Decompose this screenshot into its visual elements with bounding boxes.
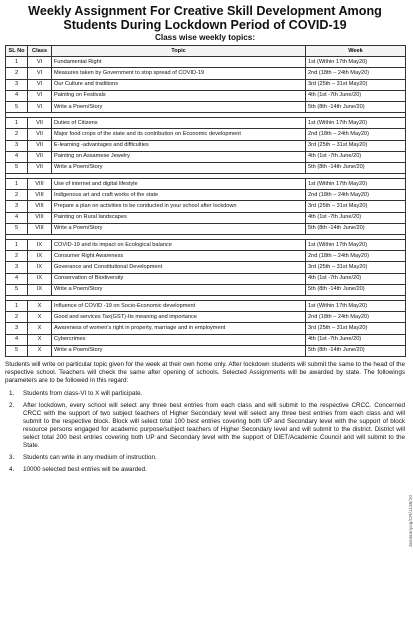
- class-cell: IX: [28, 284, 52, 295]
- sl-cell: 3: [6, 79, 28, 90]
- side-note: Janasanyog/CR/1136/20: [408, 495, 413, 548]
- table-row: [6, 190, 406, 201]
- sl-cell: 3: [6, 262, 28, 273]
- week-cell: 2nd (18th – 24th May20): [306, 190, 406, 201]
- week-cell: 3rd (25th – 31st May20): [306, 140, 406, 151]
- sl-cell: 2: [6, 190, 28, 201]
- class-cell: X: [28, 323, 52, 334]
- rule-number: 1.: [9, 389, 15, 397]
- header-topic: Topic: [52, 46, 306, 57]
- table-row: [6, 201, 406, 212]
- sl-cell: 4: [6, 273, 28, 284]
- sl-cell: 4: [6, 334, 28, 345]
- week-cell: 3rd (25th – 31st May20): [306, 323, 406, 334]
- rule-number: 4.: [9, 465, 15, 473]
- sl-cell: 4: [6, 212, 28, 223]
- table-row: [6, 162, 406, 173]
- class-cell: VI: [28, 57, 52, 68]
- topic-cell: Painting on Rural landscapes: [52, 212, 306, 223]
- sl-cell: 4: [6, 151, 28, 162]
- class-cell: VII: [28, 118, 52, 129]
- topic-cell: Good and services Tax(GST)-Its meaning and importance: [52, 312, 306, 323]
- table-row: [6, 79, 406, 90]
- table-row: [6, 262, 406, 273]
- table-row: [6, 251, 406, 262]
- week-cell: 1st (Within 17th May20): [306, 179, 406, 190]
- sl-cell: 3: [6, 140, 28, 151]
- table-row: [6, 240, 406, 251]
- week-cell: 1st (Within 17th May20): [306, 57, 406, 68]
- rule-number: 2.: [9, 401, 15, 409]
- sl-cell: 1: [6, 118, 28, 129]
- rule-text: 10000 selected best entries will be awarded.: [23, 465, 147, 473]
- week-cell: 2nd (18th – 24th May20): [306, 251, 406, 262]
- topic-cell: Write a Poem/Story: [52, 162, 306, 173]
- table-row: [6, 179, 406, 190]
- week-cell: 1st (Within 17th May20): [306, 300, 406, 311]
- class-cell: VI: [28, 68, 52, 79]
- rules-list: [5, 390, 405, 474]
- class-cell: VIII: [28, 190, 52, 201]
- class-cell: VIII: [28, 179, 52, 190]
- class-cell: IX: [28, 240, 52, 251]
- topic-cell: Measures taken by Government to stop spread of COVID-19: [52, 68, 306, 79]
- week-cell: 4th (1st -7th June/20): [306, 334, 406, 345]
- class-cell: IX: [28, 251, 52, 262]
- table-row: [6, 151, 406, 162]
- sl-cell: 5: [6, 101, 28, 112]
- table-body: [6, 57, 406, 357]
- week-cell: 4th (1st -7th June/20): [306, 212, 406, 223]
- table-row: [6, 90, 406, 101]
- table-row: [6, 345, 406, 356]
- week-cell: 2nd (18th – 24th May20): [306, 129, 406, 140]
- topic-cell: Conservation of Biodiversity: [52, 273, 306, 284]
- table-row: [6, 223, 406, 234]
- sl-cell: 2: [6, 129, 28, 140]
- rule-text: Students can write in any medium of instruction.: [23, 453, 157, 461]
- table-row: [6, 57, 406, 68]
- sl-cell: 5: [6, 345, 28, 356]
- class-cell: VII: [28, 162, 52, 173]
- week-cell: 5th (8th -14th June/20): [306, 223, 406, 234]
- class-cell: VII: [28, 129, 52, 140]
- topic-cell: Write a Poem/Story: [52, 223, 306, 234]
- class-cell: X: [28, 334, 52, 345]
- rule-number: 3.: [9, 453, 15, 461]
- table-row: [6, 323, 406, 334]
- document-page: [5, 4, 405, 478]
- sl-cell: 2: [6, 251, 28, 262]
- class-cell: VI: [28, 90, 52, 101]
- week-cell: 3rd (25th – 31st May20): [306, 201, 406, 212]
- topic-cell: Painting on Festivals: [52, 90, 306, 101]
- topic-cell: Write a Poem/Story: [52, 284, 306, 295]
- class-cell: VIII: [28, 223, 52, 234]
- table-row: [6, 334, 406, 345]
- table-row: [6, 101, 406, 112]
- topic-cell: Prepare a plan on activities to be conducted in your school after lockdown: [52, 201, 306, 212]
- header-sl-no: SL No: [6, 46, 28, 57]
- subtitle: Class wise weekly topics:: [154, 33, 256, 42]
- week-cell: 4th (1st -7th June/20): [306, 273, 406, 284]
- rule-item: [5, 402, 405, 450]
- topic-cell: COVID-19 and its impact on Ecological balance: [52, 240, 306, 251]
- topic-cell: Major food crops of the state and its contribution on Economic development: [52, 129, 306, 140]
- topic-cell: Influence of COVID -19 on Socio-Economic development: [52, 300, 306, 311]
- sl-cell: 5: [6, 284, 28, 295]
- topic-cell: Fundamental Right: [52, 57, 306, 68]
- rule-item: [5, 390, 405, 398]
- week-cell: 2nd (18th – 24th May20): [306, 312, 406, 323]
- class-cell: VII: [28, 151, 52, 162]
- topic-cell: Indigenous art and craft works of the state: [52, 190, 306, 201]
- sl-cell: 1: [6, 57, 28, 68]
- intro-paragraph: Students will write on particular topic given for the week at their own home only. After lockdown students will submit the same to the head of the respective school. Teachers will check the same after opening of schools. Selected Assignments will be awarded by state. The followings parameters are to be followed in this regard:: [5, 360, 405, 384]
- sl-cell: 2: [6, 68, 28, 79]
- sl-cell: 2: [6, 312, 28, 323]
- week-cell: 1st (Within 17th May20): [306, 118, 406, 129]
- instructions: [5, 361, 405, 474]
- table-row: [6, 273, 406, 284]
- topic-cell: Duties of Citizens: [52, 118, 306, 129]
- rule-item: [5, 466, 405, 474]
- table-row: [6, 300, 406, 311]
- topic-cell: E-learning -advantages and difficulties: [52, 140, 306, 151]
- class-cell: IX: [28, 273, 52, 284]
- rule-item: [5, 454, 405, 462]
- week-cell: 3rd (25th – 31st May20): [306, 262, 406, 273]
- sl-cell: 1: [6, 240, 28, 251]
- rule-text: After lockdown, every school will select any three best entries from each class and will submit to the respective CRCC. Concerned CRCC with the support of two subject teachers of Higher Secondary level will select any three best entries from each class and will submit to the respective block. Block will select total 100 best entries covering both UP and Secondary level with the support of block resource persons engaged for academic purpose/subject teachers of Higher Secondary level and will submit to the district. District will select total 200 best entries covering both UP and Secondary level with the support of DIET/Academic Council and will submit to the State.: [23, 401, 405, 449]
- week-cell: 5th (8th -14th June/20): [306, 162, 406, 173]
- header-week: Week: [306, 46, 406, 57]
- week-cell: 1st (Within 17th May20): [306, 240, 406, 251]
- topic-cell: Write a Poem/Story: [52, 101, 306, 112]
- class-cell: X: [28, 345, 52, 356]
- table-row: [6, 140, 406, 151]
- topic-cell: Our Culture and traditions: [52, 79, 306, 90]
- title-line-1: Weekly Assignment For Creative Skill Development Among: [28, 4, 382, 18]
- table-row: [6, 129, 406, 140]
- topic-cell: Consumer Right Awareness: [52, 251, 306, 262]
- header-class: Class: [28, 46, 52, 57]
- week-cell: 5th (8th -14th June/20): [306, 101, 406, 112]
- class-cell: VI: [28, 101, 52, 112]
- topic-cell: Use of internet and digital lifestyle: [52, 179, 306, 190]
- topic-cell: Cybercrimes: [52, 334, 306, 345]
- week-cell: 3rd (25th – 31st May20): [306, 79, 406, 90]
- week-cell: 5th (8th -14th June/20): [306, 284, 406, 295]
- table-row: [6, 118, 406, 129]
- class-cell: X: [28, 312, 52, 323]
- week-cell: 2nd (18th – 24th May20): [306, 68, 406, 79]
- sl-cell: 1: [6, 179, 28, 190]
- table-row: [6, 212, 406, 223]
- class-cell: VI: [28, 79, 52, 90]
- topic-cell: Painting on Assamese Jewelry: [52, 151, 306, 162]
- sl-cell: 5: [6, 223, 28, 234]
- topic-cell: Goverance and Constitutional Development: [52, 262, 306, 273]
- class-cell: VII: [28, 140, 52, 151]
- table-row: [6, 68, 406, 79]
- rule-text: Students from class-VI to X will participate.: [23, 389, 143, 397]
- title-line-2: Students During Lockdown Period of COVID-19: [63, 18, 347, 32]
- class-cell: IX: [28, 262, 52, 273]
- topics-table: [5, 45, 406, 357]
- table-row: [6, 284, 406, 295]
- sl-cell: 5: [6, 162, 28, 173]
- table-row: [6, 312, 406, 323]
- week-cell: 5th (8th -14th June/20): [306, 345, 406, 356]
- sl-cell: 4: [6, 90, 28, 101]
- class-cell: VIII: [28, 201, 52, 212]
- sl-cell: 3: [6, 323, 28, 334]
- sl-cell: 3: [6, 201, 28, 212]
- class-cell: VIII: [28, 212, 52, 223]
- table-header-row: [6, 46, 406, 57]
- topic-cell: Write a Poem/Story: [52, 345, 306, 356]
- class-cell: X: [28, 300, 52, 311]
- topic-cell: Awareness of women's right in property, marriage and in employment: [52, 323, 306, 334]
- sl-cell: 1: [6, 300, 28, 311]
- week-cell: 4th (1st -7th June/20): [306, 90, 406, 101]
- week-cell: 4th (1st -7th June/20): [306, 151, 406, 162]
